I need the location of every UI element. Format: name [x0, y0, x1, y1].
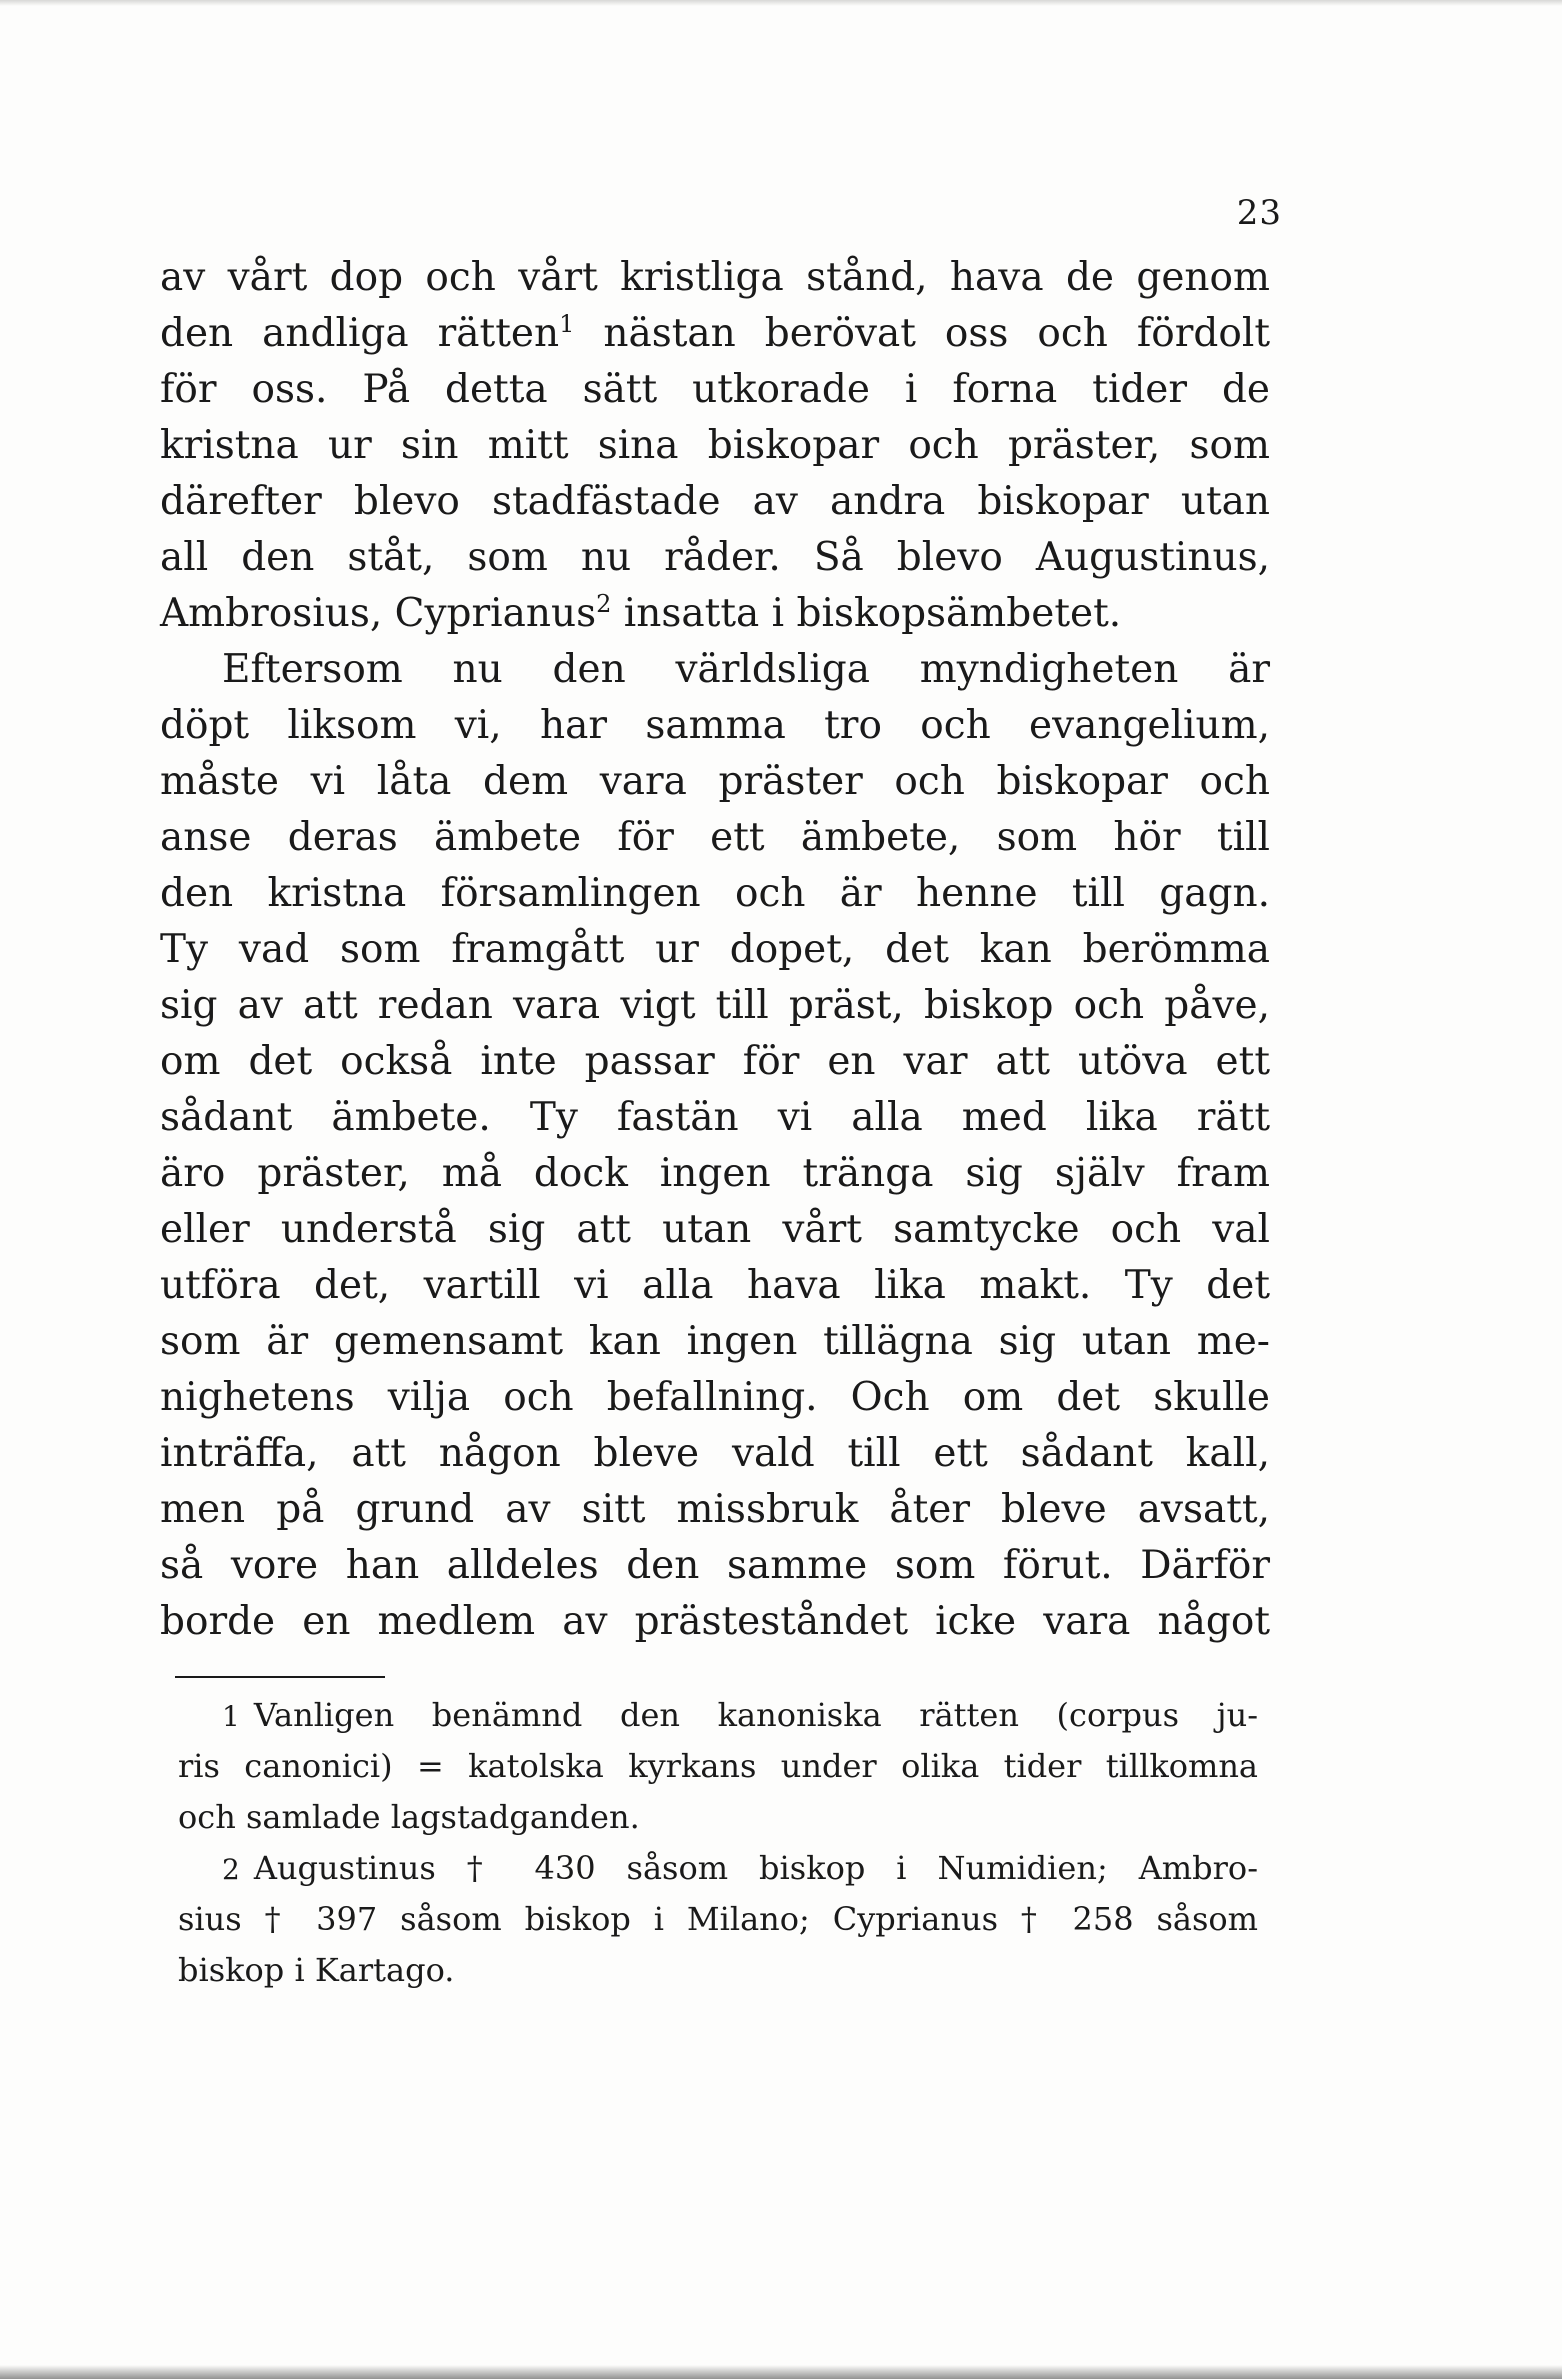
body-line-text: all den ståt, som nu råder. Så blevo Augustinus, [160, 535, 1270, 580]
footnote-reference: 2 [596, 590, 612, 618]
body-line-text: om det också inte passar för en var att utöva ett [160, 1039, 1270, 1084]
body-line-text: äro präster, må dock ingen tränga sig själv fram [160, 1151, 1270, 1196]
page-top-edge [0, 0, 1562, 6]
body-line-text: av vårt dop och vårt kristliga stånd, hava de genom [160, 255, 1270, 300]
footnote-text: ris canonici) = katolska kyrkans under olika tider tillkomna [178, 1747, 1258, 1785]
footnote-mark: 1 [222, 1700, 240, 1733]
body-line-text: Eftersom nu den världsliga myndigheten är [222, 647, 1270, 692]
body-line [160, 1034, 1270, 1090]
body-line-text: som är gemensamt kan ingen tillägna sig utan me- [160, 1319, 1270, 1364]
footnote-line [178, 1945, 1258, 1996]
body-line [160, 978, 1270, 1034]
body-line [160, 474, 1270, 530]
body-line [160, 866, 1270, 922]
body-line [160, 642, 1270, 698]
body-line [160, 1482, 1270, 1538]
footnote-text: sius † 397 såsom biskop i Milano; Cyprianus † 258 såsom [178, 1900, 1258, 1938]
body-line [160, 922, 1270, 978]
body-line [160, 1146, 1270, 1202]
body-line-text: sådant ämbete. Ty fastän vi alla med lika rätt [160, 1095, 1270, 1140]
body-line-text: inträffa, att någon bleve vald till ett sådant kall, [160, 1431, 1270, 1476]
body-line-text: nighetens vilja och befallning. Och om det skulle [160, 1375, 1270, 1420]
body-line-text: kristna ur sin mitt sina biskopar och präster, som [160, 423, 1270, 468]
body-line [160, 306, 1270, 362]
footnote-mark: 2 [222, 1853, 240, 1886]
body-line [160, 1258, 1270, 1314]
body-line [160, 1202, 1270, 1258]
body-line [160, 530, 1270, 586]
body-line-text: eller understå sig att utan vårt samtycke och val [160, 1207, 1270, 1252]
body-line-text: Ty vad som framgått ur dopet, det kan berömma [160, 927, 1270, 972]
body-line-text: Ambrosius, Cyprianus [160, 591, 597, 636]
body-line-text: därefter blevo stadfästade av andra biskopar utan [160, 479, 1270, 524]
body-line-text: den andliga rätten [160, 311, 560, 356]
footnote-line [178, 1741, 1258, 1792]
body-line-text: den kristna församlingen och är henne till gagn. [160, 871, 1270, 916]
body-line-text: utföra det, vartill vi alla hava lika makt. Ty det [160, 1263, 1270, 1308]
body-line [160, 250, 1270, 306]
body-line [160, 418, 1270, 474]
body-line [160, 1314, 1270, 1370]
footnote-line [178, 1792, 1258, 1843]
body-line-text: måste vi låta dem vara präster och biskopar och [160, 759, 1270, 804]
body-line-text: men på grund av sitt missbruk åter bleve avsatt, [160, 1487, 1270, 1532]
body-line [160, 586, 1270, 642]
footnote-line [178, 1894, 1258, 1945]
page-number: 23 [1236, 193, 1282, 233]
body-line-text: så vore han alldeles den samme som förut. Därför [160, 1543, 1270, 1588]
body-line-text: för oss. På detta sätt utkorade i forna tider de [160, 367, 1270, 412]
body-line-text: borde en medlem av prästeståndet icke vara något [160, 1599, 1270, 1644]
body-line [160, 1594, 1270, 1650]
footnote-text: Augustinus † 430 såsom biskop i Numidien; Ambro- [253, 1849, 1258, 1887]
body-line [160, 362, 1270, 418]
footnote-divider [175, 1676, 385, 1678]
footnotes [178, 1690, 1258, 1996]
footnote-text: och samlade lagstadganden. [178, 1798, 640, 1836]
body-line [160, 1090, 1270, 1146]
page-bottom-edge [0, 2365, 1562, 2379]
body-line [160, 698, 1270, 754]
footnote-line [178, 1690, 1258, 1741]
footnote-reference: 1 [559, 310, 575, 338]
body-line-text: nästan berövat oss och fördolt [574, 311, 1270, 356]
body-line [160, 754, 1270, 810]
body-line-text: anse deras ämbete för ett ämbete, som hör till [160, 815, 1270, 860]
footnote-text: biskop i Kartago. [178, 1951, 455, 1989]
body-line [160, 1426, 1270, 1482]
footnote-line [178, 1843, 1258, 1894]
body-line [160, 810, 1270, 866]
footnote-text: Vanligen benämnd den kanoniska rätten (corpus ju- [253, 1696, 1258, 1734]
body-line [160, 1538, 1270, 1594]
body-text [160, 250, 1270, 1650]
body-line [160, 1370, 1270, 1426]
body-line-text: insatta i biskopsämbetet. [611, 591, 1122, 636]
body-line-text: döpt liksom vi, har samma tro och evangelium, [160, 703, 1270, 748]
body-line-text: sig av att redan vara vigt till präst, biskop och påve, [160, 983, 1270, 1028]
